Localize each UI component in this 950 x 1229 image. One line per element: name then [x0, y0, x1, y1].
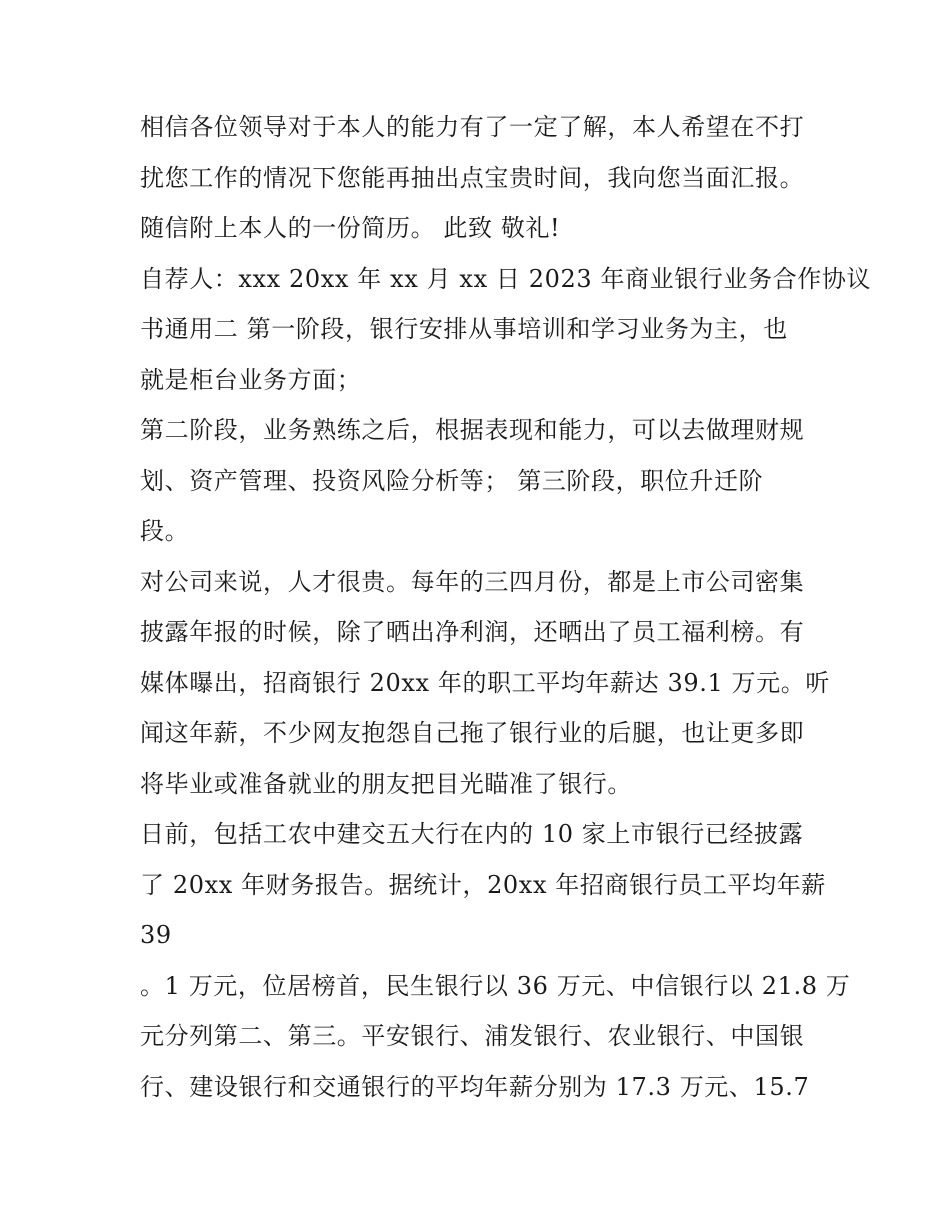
text-line: 行、建设银行和交通银行的平均年薪分别为 17.3 万元、15.7: [140, 1072, 810, 1101]
text-line: 元分列第二、第三。平安银行、浦发银行、农业银行、中国银: [140, 1022, 805, 1050]
text-line: 。1 万元，位居榜首，民生银行以 36 万元、中信银行以 21.8 万: [140, 971, 851, 1000]
text-line: 媒体曝出，招商银行 20xx 年的职工平均年薪达 39.1 万元。听: [140, 668, 830, 697]
text-line: 随信附上本人的一份简历。 此致 敬礼!: [140, 214, 561, 242]
text-line: 就是柜台业务方面；: [140, 365, 362, 394]
text-line: 划、资产管理、投资风险分析等； 第三阶段，职位升迁阶: [140, 466, 764, 495]
text-line: 披露年报的时候，除了晒出净利润，还晒出了员工福利榜。有: [140, 618, 805, 646]
text-line: 段。: [140, 517, 190, 545]
text-line: 书通用二 第一阶段，银行安排从事培训和学习业务为主，也: [140, 315, 788, 343]
text-line: 自荐人：xxx 20xx 年 xx 月 xx 日 2023 年商业银行业务合作协议: [140, 264, 872, 293]
text-line: 对公司来说，人才很贵。每年的三四月份，都是上市公司密集: [140, 567, 805, 596]
document-body: [140, 102, 872, 1112]
text-line: 了 20xx 年财务报告。据统计，20xx 年招商银行员工平均年薪: [140, 870, 826, 899]
text-line: 闻这年薪，不少网友抱怨自己拖了银行业的后腿，也让更多即: [140, 719, 805, 747]
text-line: 相信各位领导对于本人的能力有了一定了解，本人希望在不打: [140, 113, 805, 141]
text-line: 第二阶段，业务熟练之后，根据表现和能力，可以去做理财规: [140, 416, 805, 444]
text-line: 39: [140, 921, 172, 949]
text-line: 日前，包括工农中建交五大行在内的 10 家上市银行已经披露: [140, 820, 804, 848]
text-line: 将毕业或准备就业的朋友把目光瞄准了银行。: [140, 769, 632, 798]
text-line: 扰您工作的情况下您能再抽出点宝贵时间，我向您当面汇报。: [140, 163, 805, 192]
